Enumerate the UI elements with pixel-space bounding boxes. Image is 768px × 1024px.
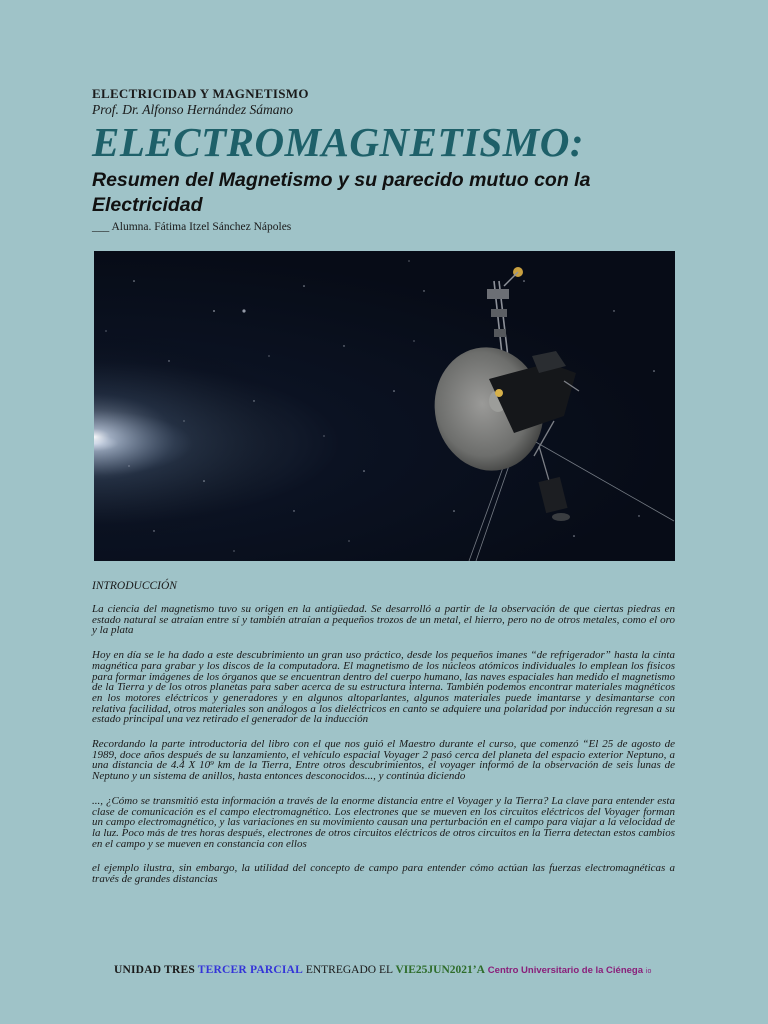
- document-header: [92, 86, 676, 234]
- student-name: ___ Alumna. Fátima Itzel Sánchez Nápoles: [92, 221, 292, 233]
- footer-date: VIE25JUN2021’A: [395, 964, 485, 976]
- body-text: [92, 604, 675, 899]
- footer-unit: UNIDAD TRES: [114, 964, 195, 976]
- section-heading: INTRODUCCIÓN: [92, 580, 177, 592]
- footer-parcial: TERCER PARCIAL: [197, 964, 303, 976]
- paragraph: el ejemplo ilustra, sin embargo, la utilidad del concepto de campo para entender cómo actúan las fuerzas electromagnéticas a través de grandes distancias: [92, 862, 675, 886]
- voyager-image: [94, 251, 675, 561]
- paragraph: La ciencia del magnetismo tuvo su origen en la antigüedad. Se desarrolló a partir de la observación de que ciertas piedras en estado natural se atraían entre sí y también atraían a pequeños trozos de un metal, el hierro, pero no de otros metales, como el oro y la plata: [92, 603, 675, 637]
- footer-delivered: ENTREGADO EL: [305, 964, 393, 976]
- paragraph: Hoy en día se le ha dado a este descubrimiento un gran uso práctico, desde los pequeños imanes “de refrigerador” hasta la cinta magnética para grabar y los discos de la computadora. El magnetismo de los núcleos atómicos individuales lo emplean los físicos para formar imágenes de los órganos que se encuentran dentro del cuerpo humano, las naves espaciales han medido el magnetismo de la Tierra y de los otros planetas para saber acerca de su estructura interna. También podemos encontrar materiales magnéticos en los motores eléctricos y generadores y en algunos altoparlantes, algunos materiales puede imantarse y desimantarse con relativa facilidad, otros materiales son análogos a los dieléctricos en canto se adquiere una polaridad por inducción regresan a su estado principal una vez retirado el generador de la inducción: [92, 649, 675, 726]
- paragraph: ..., ¿Cómo se transmitió esta información a través de la enorme distancia entre el Voyager y la Tierra? La clave para entender esta clase de comunicación es el campo electromagnético. Los electrones que se mueven en los circuitos eléctricos del Voyager forman un campo electromagnético, y las variaciones en su movimiento causan una perturbación en el campo para viajar a la velocidad de la luz. Poco más de tres horas después, electrones de otros circuitos eléctricos de otros circuitos en la Tierra detectan estos cambios en el campo y se mueven en constancia con ellos: [92, 794, 675, 850]
- footer-code: io: [645, 968, 652, 975]
- course-name: ELECTRICIDAD Y MAGNETISMO: [92, 86, 309, 101]
- document-subtitle: Resumen del Magnetismo y su parecido mutuo con la Electricidad: [92, 169, 591, 216]
- voyager-spacecraft-illustration: [94, 251, 675, 561]
- document-footer: [114, 964, 651, 976]
- footer-center: Centro Universitario de la Ciénega: [487, 965, 644, 976]
- professor-name: Prof. Dr. Alfonso Hernández Sámano: [92, 102, 294, 117]
- document-title: ELECTROMAGNETISMO:: [92, 119, 584, 165]
- paragraph: Recordando la parte introductoria del libro con el que nos guió el Maestro durante el curso, que comenzó “El 25 de agosto de 1989, doce años después de su lanzamiento, el vehículo espacial Voyager 2 pasó cerca del planeta del espacio exterior Neptuno, a una distancia de 4.4 X 10⁹ km de la Tierra, Entre otros descubrimientos, el voyager informó de la observación de seis lunas de Neptuno y un sistema de anillos, hasta entonces desconocidos..., y continúa diciendo: [92, 738, 675, 783]
